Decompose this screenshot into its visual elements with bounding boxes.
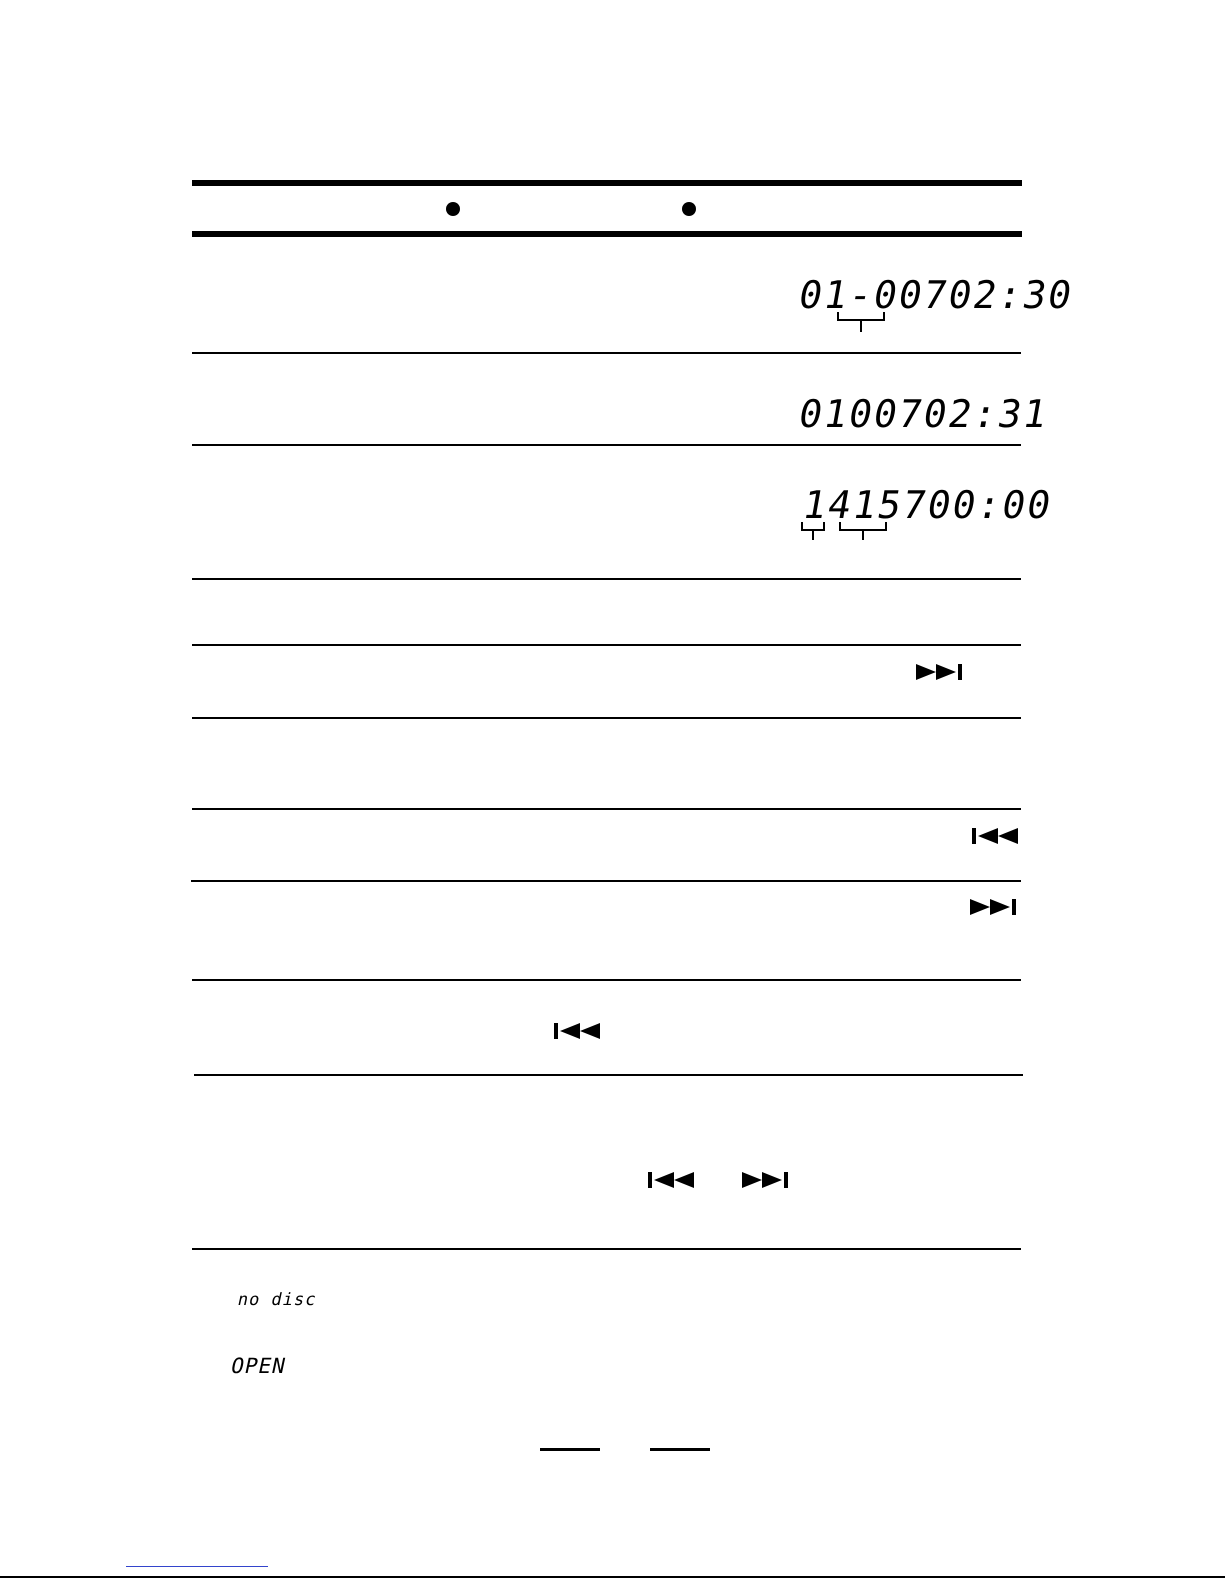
bracket-row1 [836, 312, 888, 334]
header-bullet-left [446, 202, 460, 216]
skip-forward-icon [916, 664, 964, 680]
header-bullet-right [682, 202, 696, 216]
display-readout-row2: 0100702:31 [795, 392, 1053, 436]
skip-back-icon [972, 828, 1018, 844]
divider-10 [192, 1248, 1021, 1250]
bracket-row3-right [838, 522, 890, 542]
header-bottom-rule [192, 231, 1022, 237]
divider-1 [192, 352, 1021, 354]
skip-forward-icon [970, 899, 1017, 915]
skip-back-icon [648, 1172, 694, 1188]
header-top-rule [192, 180, 1022, 186]
footer-link-line [126, 1566, 268, 1567]
divider-7 [191, 880, 1021, 882]
bracket-row3-left [800, 522, 830, 542]
divider-4 [192, 644, 1021, 646]
display-no-disc: no disc [235, 1290, 319, 1310]
display-readout-row1: 01-00702:30 [795, 273, 1077, 317]
underline-left [540, 1448, 600, 1451]
skip-back-icon [554, 1023, 600, 1039]
divider-6 [192, 808, 1021, 810]
skip-forward-icon [742, 1172, 789, 1188]
footer-rule [0, 1576, 1225, 1578]
divider-3 [192, 578, 1021, 580]
divider-2 [192, 444, 1021, 446]
divider-8 [192, 979, 1021, 981]
divider-9 [194, 1074, 1023, 1076]
divider-5 [192, 717, 1021, 719]
display-readout-row3: 1415700:00 [799, 483, 1057, 527]
underline-right [650, 1448, 710, 1451]
display-open: OPEN [228, 1354, 289, 1378]
